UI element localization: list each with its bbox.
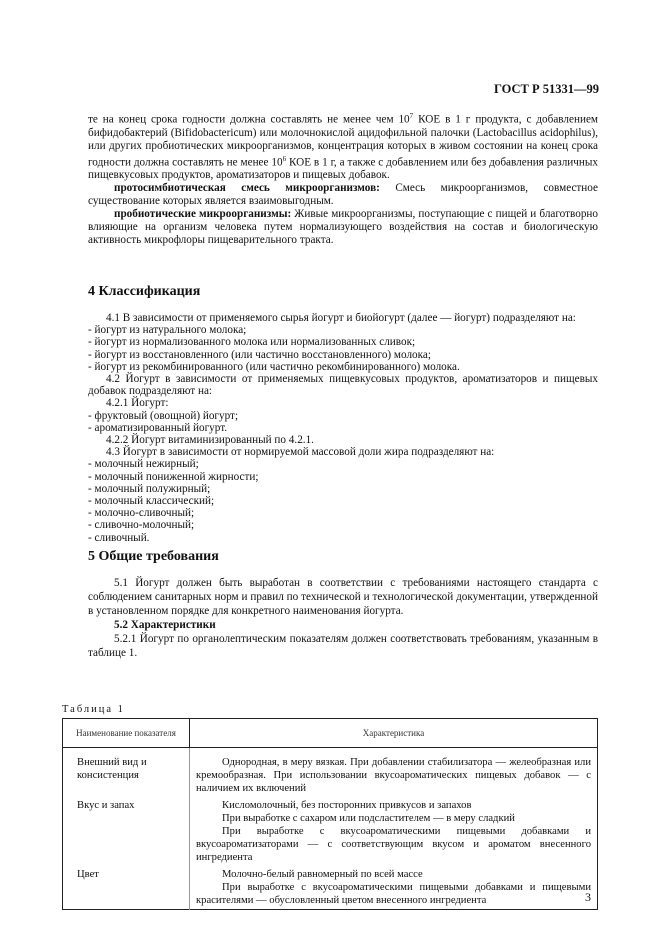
list-line: - сливочный. — [88, 531, 150, 544]
table-title: Таблица 1 — [62, 704, 125, 715]
list-line: - йогурт из нормализованного молока или нормализованных сливок; — [88, 336, 416, 349]
characteristic-line: При выработке с вкусоароматическими пищевыми добавками и вкусоароматизаторами — с соответствующим вкусом и ароматом внесенного ингредиента — [196, 826, 591, 863]
characteristic — [190, 866, 598, 910]
column-header: Наименование показателя — [63, 719, 190, 748]
term: протосимбиотическая смесь микроорганизмов: — [114, 182, 380, 195]
table-header-row — [63, 719, 598, 748]
characteristic-line: При выработке с сахаром или подсластителем — в меру сладкий — [222, 813, 515, 824]
list-line: - фруктовый (овощной) йогурт; — [88, 409, 239, 422]
table-row — [63, 866, 598, 910]
table-row — [63, 748, 598, 798]
paragraph-5-1: 5.1 Йогурт должен быть выработан в соответствии с требованиями настоящего стандарта с соблюдением санитарных норм и правил по технической и технологической документации, утвержденной в установленном порядке для конкретного наименования йогурта. — [88, 577, 598, 617]
text: КОЕ в 1 г, а также с добавлением или без добавления различных пищевкусовых продуктов, ароматизаторов и пищевых добавок. — [88, 156, 598, 182]
characteristic — [190, 797, 598, 866]
organoleptic-table — [62, 718, 598, 910]
list-line: - йогурт из восстановленного (или частично восстановленного) молока; — [88, 348, 431, 361]
definition-text: Живые микроорганизмы, поступающие с пищей и благотворно влияющие на организм человека путем нормализующего воздействия на состав и биологическую активность микрофлоры пищеварительного тракта. — [88, 208, 598, 247]
list-line: - йогурт из натурального молока; — [88, 324, 247, 337]
list-line: - молочный нежирный; — [88, 458, 199, 471]
heading-5-2 — [88, 618, 598, 632]
page-number: 3 — [585, 890, 591, 904]
characteristic-line: Молочно-белый равномерный по всей массе — [222, 869, 423, 880]
list-line: - сливочно-молочный; — [88, 519, 195, 532]
list-line: 4.1 В зависимости от применяемого сырья йогурт и биойогурт (далее — йогурт) подразделяют на: — [106, 312, 576, 324]
term: пробиотические микроорганизмы: — [114, 208, 292, 221]
text: те на конец срока годности должна составлять не менее чем 10 — [88, 113, 410, 126]
characteristic-line: При выработке с вкусоароматическими пищевыми добавками и пищевыми красителями — обусловленный цветом внесенного ингредиента — [196, 882, 591, 906]
characteristic-line: Однородная, в меру вязкая. При добавлении стабилизатора — желеобразная или кремообразная. При использовании вкусоароматических пищевых добавок — с наличием их включений — [196, 757, 591, 794]
paragraph-5-2-1: 5.2.1 Йогурт по органолептическим показателям должен соответствовать требованиям, указанным в таблице 1. — [88, 633, 598, 659]
characteristic-line: Кисломолочный, без посторонних привкусов и запахов — [222, 800, 472, 811]
list-line: 4.2.1 Йогурт: — [106, 397, 169, 410]
paragraph-yogurt-definition-end — [88, 110, 598, 182]
table-row — [63, 797, 598, 866]
definitions-block — [88, 110, 598, 247]
list-line: - ароматизированный йогурт. — [88, 421, 228, 434]
exponent: 7 — [409, 112, 414, 120]
exponent: 6 — [282, 154, 287, 163]
list-line: - молочный полужирный; — [88, 482, 211, 495]
definition-protosymbiotic — [88, 182, 598, 208]
text: КОЕ в 1 г продукта, с добавлением бифидобактерий (Bifidobactericum) или молочнокислой ацидофильной палочки (Lactobacillus acidophilus), или других пробиотических микроорганизмов, концентрация которых в живом состоянии на конец срока годности должна составлять не менее 10 — [88, 113, 598, 169]
list-line: 4.2 Йогурт в зависимости от применяемых пищевкусовых продуктов, ароматизаторов и пищевых добавок подразделяют на: — [88, 373, 598, 398]
section-4-list — [88, 312, 598, 544]
document-header: ГОСТ Р 51331—99 — [493, 82, 599, 96]
indicator-name: Цвет — [63, 866, 190, 910]
column-header: Характеристика — [190, 719, 598, 748]
definition-probiotic — [88, 208, 598, 247]
list-line: - молочно-сливочный; — [88, 507, 195, 520]
section-4-title: 4 Классификация — [88, 284, 201, 299]
section-5-title: 5 Общие требования — [88, 549, 219, 564]
section-5-body — [88, 576, 598, 660]
definition-text: Смесь микроорганизмов, совместное существование которых является взаимовыгодным. — [88, 182, 598, 208]
indicator-name: Внешний вид и консистенция — [63, 748, 190, 798]
list-line: 4.3 Йогурт в зависимости от нормируемой массовой доли жира подразделяют на: — [106, 446, 495, 459]
list-line: - йогурт из рекомбинированного (или частично рекомбинированного) молока. — [88, 360, 460, 373]
list-line: 4.2.2 Йогурт витаминизированный по 4.2.1. — [106, 434, 314, 447]
indicator-name: Вкус и запах — [63, 797, 190, 866]
list-line: - молочный классический; — [88, 495, 215, 508]
list-line: - молочный пониженной жирности; — [88, 470, 259, 483]
subsection-title: 5.2 Характеристики — [114, 619, 216, 631]
characteristic — [190, 748, 598, 798]
